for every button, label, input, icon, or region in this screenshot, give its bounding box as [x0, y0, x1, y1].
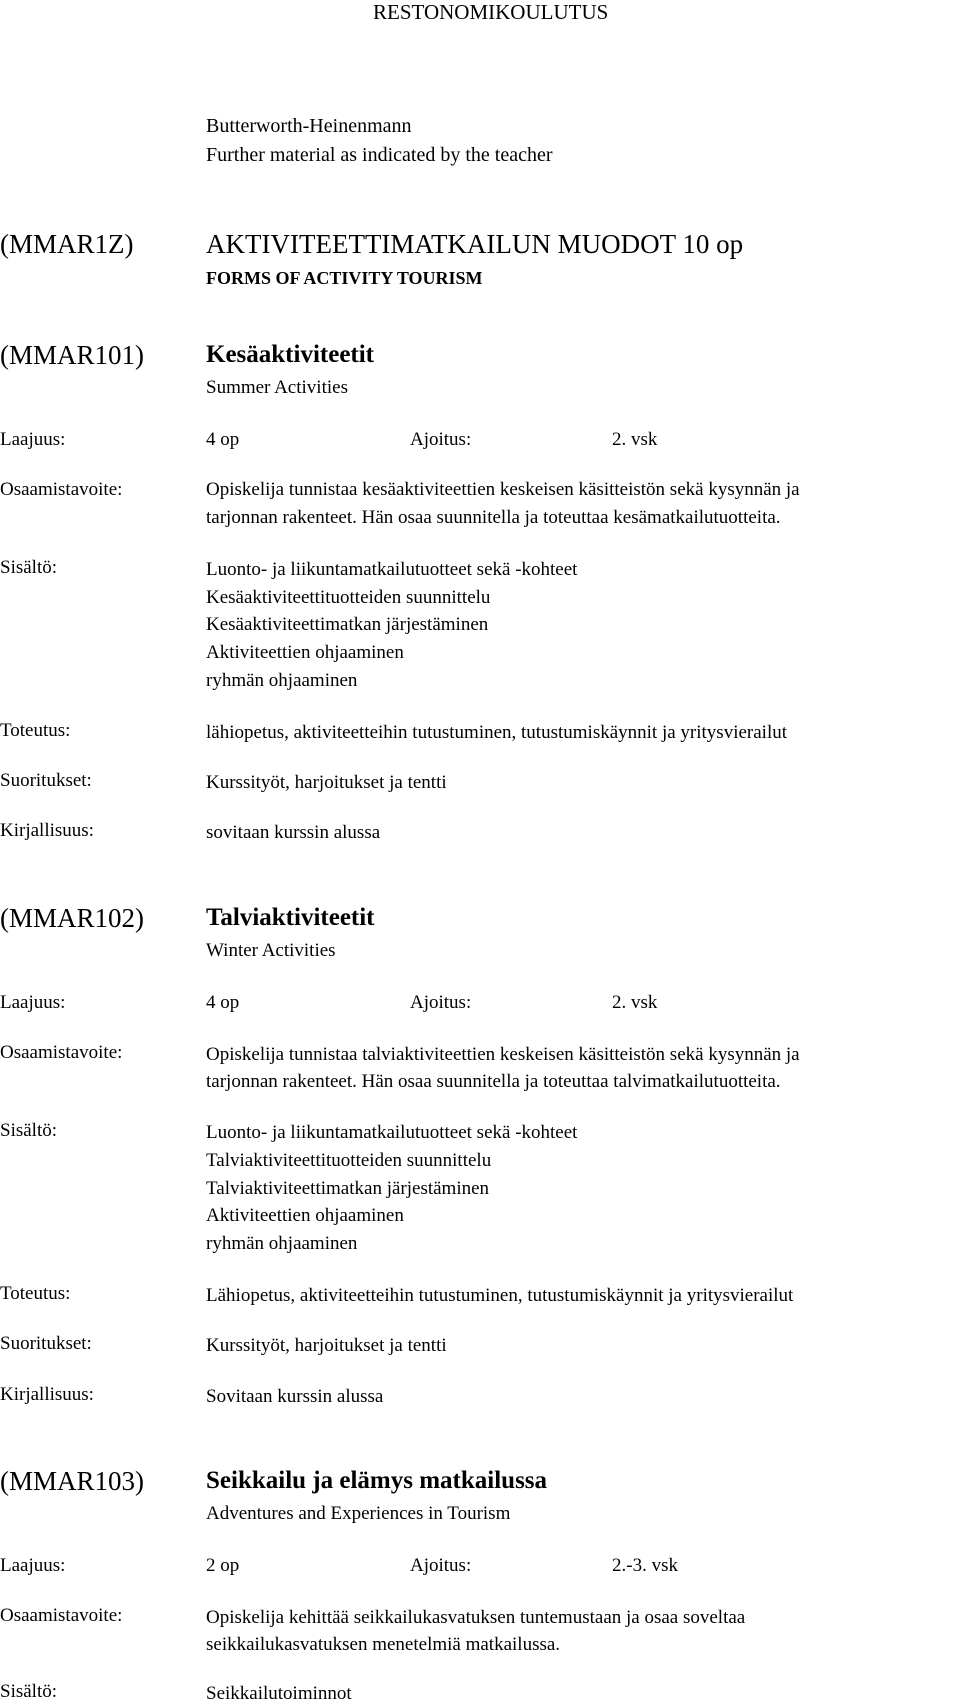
- laajuus-value: 4 op: [206, 992, 240, 1013]
- ajoitus-label: Ajoitus:: [410, 1555, 472, 1576]
- suoritukset-label: Suoritukset:: [0, 1333, 92, 1354]
- course-code: (MMAR102): [0, 903, 145, 933]
- kirjallisuus-label: Kirjallisuus:: [0, 1384, 94, 1405]
- literature-line-2: Further material as indicated by the teacher: [206, 144, 553, 166]
- course-code: (MMAR101): [0, 340, 145, 370]
- ajoitus-value: 2. vsk: [612, 992, 658, 1013]
- page-header: RESTONOMIKOULUTUS: [373, 0, 609, 24]
- ajoitus-value: 2.-3. vsk: [612, 1555, 678, 1576]
- laajuus-label: Laajuus:: [0, 429, 66, 450]
- osaamistavoite-label: Osaamistavoite:: [0, 1042, 123, 1063]
- sisalto-item: Kesäaktiviteettimatkan järjestäminen: [206, 614, 489, 635]
- course-subtitle: Summer Activities: [206, 377, 348, 398]
- toteutus-value: Lähiopetus, aktiviteetteihin tutustuminen, tutustumiskäynnit ja yritysvierailut: [206, 1285, 794, 1306]
- group-code: (MMAR1Z): [0, 229, 134, 259]
- course-title: Seikkailu ja elämys matkailussa: [206, 1467, 548, 1494]
- sisalto-item: Luonto- ja liikuntamatkailutuotteet sekä -kohteet: [206, 559, 578, 580]
- sisalto-item: Luonto- ja liikuntamatkailutuotteet sekä -kohteet: [206, 1122, 578, 1143]
- ajoitus-value: 2. vsk: [612, 429, 658, 450]
- kirjallisuus-value: Sovitaan kurssin alussa: [206, 1386, 384, 1407]
- course-subtitle: Winter Activities: [206, 940, 336, 961]
- ajoitus-label: Ajoitus:: [410, 429, 472, 450]
- suoritukset-value: Kurssityöt, harjoitukset ja tentti: [206, 772, 447, 793]
- osaamistavoite-line: tarjonnan rakenteet. Hän osaa suunnitella ja toteuttaa kesämatkailutuotteita.: [206, 507, 781, 528]
- sisalto-item: ryhmän ohjaaminen: [206, 1233, 358, 1254]
- suoritukset-value: Kurssityöt, harjoitukset ja tentti: [206, 1335, 447, 1356]
- suoritukset-label: Suoritukset:: [0, 770, 92, 791]
- sisalto-label: Sisältö:: [0, 557, 58, 578]
- kirjallisuus-label: Kirjallisuus:: [0, 820, 94, 841]
- toteutus-label: Toteutus:: [0, 1283, 71, 1304]
- sisalto-item: Aktiviteettien ohjaaminen: [206, 1205, 404, 1226]
- sisalto-item: Talviaktiviteettituotteiden suunnittelu: [206, 1150, 492, 1171]
- sisalto-label: Sisältö:: [0, 1681, 58, 1702]
- osaamistavoite-label: Osaamistavoite:: [0, 479, 123, 500]
- literature-line-1: Butterworth-Heinenmann: [206, 115, 412, 137]
- sisalto-label: Sisältö:: [0, 1120, 58, 1141]
- group-subtitle: FORMS OF ACTIVITY TOURISM: [206, 268, 483, 288]
- laajuus-value: 2 op: [206, 1555, 240, 1576]
- sisalto-item: Kesäaktiviteettituotteiden suunnittelu: [206, 587, 491, 608]
- osaamistavoite-line: tarjonnan rakenteet. Hän osaa suunnitella ja toteuttaa talvimatkailutuotteita.: [206, 1071, 781, 1092]
- osaamistavoite-line: Opiskelija tunnistaa talviaktiviteettien keskeisen käsitteistön sekä kysynnän ja: [206, 1044, 800, 1065]
- sisalto-item: ryhmän ohjaaminen: [206, 670, 358, 691]
- course-code: (MMAR103): [0, 1466, 145, 1496]
- laajuus-label: Laajuus:: [0, 992, 66, 1013]
- course-subtitle: Adventures and Experiences in Tourism: [206, 1503, 511, 1524]
- sisalto-item: Aktiviteettien ohjaaminen: [206, 642, 404, 663]
- course-title: Talviaktiviteetit: [206, 904, 375, 931]
- group-title: AKTIVITEETTIMATKAILUN MUODOT 10 op: [206, 229, 744, 259]
- osaamistavoite-label: Osaamistavoite:: [0, 1605, 123, 1626]
- sisalto-item: Seikkailutoiminnot: [206, 1683, 352, 1704]
- sisalto-item: Talviaktiviteettimatkan järjestäminen: [206, 1178, 490, 1199]
- laajuus-value: 4 op: [206, 429, 240, 450]
- osaamistavoite-line: Opiskelija tunnistaa kesäaktiviteettien keskeisen käsitteistön sekä kysynnän ja: [206, 479, 800, 500]
- toteutus-label: Toteutus:: [0, 720, 71, 741]
- osaamistavoite-line: seikkailukasvatuksen menetelmiä matkailussa.: [206, 1634, 561, 1655]
- osaamistavoite-line: Opiskelija kehittää seikkailukasvatuksen tuntemustaan ja osaa soveltaa: [206, 1607, 746, 1628]
- laajuus-label: Laajuus:: [0, 1555, 66, 1576]
- toteutus-value: lähiopetus, aktiviteetteihin tutustuminen, tutustumiskäynnit ja yritysvierailut: [206, 722, 788, 743]
- course-title: Kesäaktiviteetit: [206, 341, 375, 368]
- kirjallisuus-value: sovitaan kurssin alussa: [206, 822, 381, 843]
- ajoitus-label: Ajoitus:: [410, 992, 472, 1013]
